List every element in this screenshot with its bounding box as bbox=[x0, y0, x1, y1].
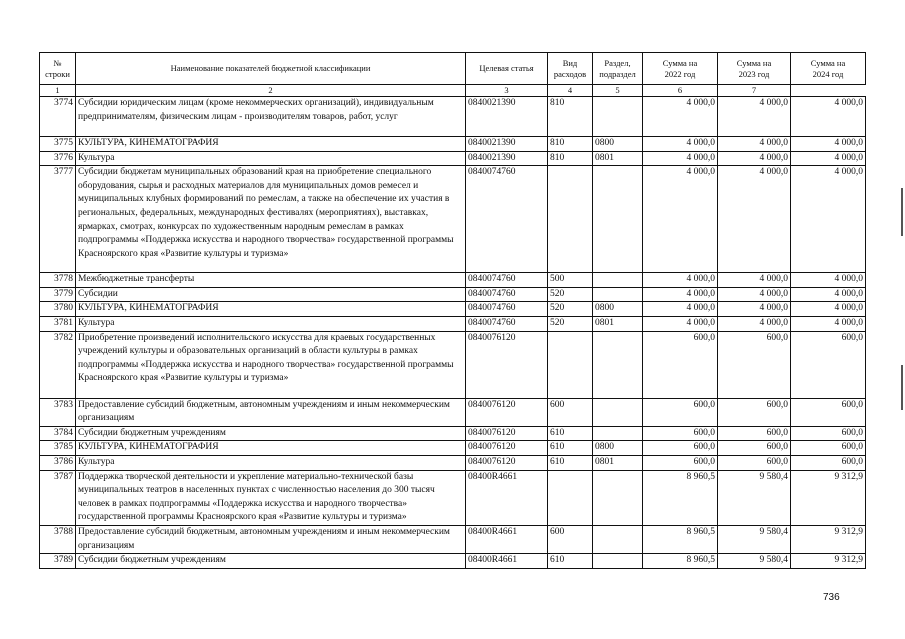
row-name: Предоставление субсидий бюджетным, автономным учреждениям и иным некоммерческим организациям bbox=[76, 398, 466, 426]
scan-edge-mark bbox=[901, 188, 903, 236]
row-number: 3784 bbox=[40, 426, 76, 441]
row-name: Предоставление субсидий бюджетным, автономным учреждениям и иным некоммерческим организациям bbox=[76, 525, 466, 553]
row-target: 0840074760 bbox=[466, 166, 548, 273]
row-sum-2024: 9 312,9 bbox=[791, 525, 866, 553]
row-section: 0800 bbox=[593, 137, 643, 152]
row-name: Приобретение произведений исполнительского искусства для краевых государственных учреждений культуры и образовательных организаций в области культуры в рамках подпрограммы «Поддержка искусства и народного творчества» государственной программы Красноярского края «Развитие культуры и туризма» bbox=[76, 331, 466, 398]
row-kind: 610 bbox=[548, 441, 593, 456]
row-sum-2023: 4 000,0 bbox=[718, 97, 791, 137]
row-sum-2023: 9 580,4 bbox=[718, 525, 791, 553]
column-number-row bbox=[40, 85, 866, 97]
row-target: 0840021390 bbox=[466, 97, 548, 137]
row-sum-2022: 8 960,5 bbox=[643, 554, 718, 569]
row-number: 3787 bbox=[40, 470, 76, 525]
row-sum-2023: 4 000,0 bbox=[718, 316, 791, 331]
row-section bbox=[593, 273, 643, 288]
table-row bbox=[40, 97, 866, 137]
row-name: Межбюджетные трансферты bbox=[76, 273, 466, 288]
row-section: 0801 bbox=[593, 455, 643, 470]
row-target: 08400R4661 bbox=[466, 525, 548, 553]
row-kind: 810 bbox=[548, 137, 593, 152]
row-sum-2022: 4 000,0 bbox=[643, 137, 718, 152]
row-name: Субсидии бюджетным учреждениям bbox=[76, 554, 466, 569]
row-sum-2024: 4 000,0 bbox=[791, 273, 866, 288]
row-number: 3776 bbox=[40, 151, 76, 166]
row-sum-2022: 600,0 bbox=[643, 398, 718, 426]
row-sum-2022: 8 960,5 bbox=[643, 470, 718, 525]
row-kind: 810 bbox=[548, 151, 593, 166]
row-number: 3782 bbox=[40, 331, 76, 398]
row-target: 0840076120 bbox=[466, 331, 548, 398]
table-row bbox=[40, 470, 866, 525]
row-name: Субсидии бюджетным учреждениям bbox=[76, 426, 466, 441]
column-number: 6 bbox=[643, 85, 718, 97]
row-target: 0840076120 bbox=[466, 426, 548, 441]
row-target: 0840074760 bbox=[466, 287, 548, 302]
row-sum-2023: 600,0 bbox=[718, 331, 791, 398]
row-number: 3778 bbox=[40, 273, 76, 288]
table-row bbox=[40, 302, 866, 317]
row-section bbox=[593, 287, 643, 302]
table-row bbox=[40, 398, 866, 426]
header-kind: Вид расходов bbox=[548, 53, 593, 85]
table-row bbox=[40, 151, 866, 166]
row-sum-2024: 600,0 bbox=[791, 441, 866, 456]
row-section bbox=[593, 331, 643, 398]
row-kind: 520 bbox=[548, 287, 593, 302]
row-sum-2023: 4 000,0 bbox=[718, 166, 791, 273]
table-row bbox=[40, 331, 866, 398]
row-sum-2023: 9 580,4 bbox=[718, 470, 791, 525]
row-sum-2022: 4 000,0 bbox=[643, 302, 718, 317]
row-sum-2024: 9 312,9 bbox=[791, 470, 866, 525]
row-kind: 500 bbox=[548, 273, 593, 288]
row-section bbox=[593, 97, 643, 137]
row-section: 0801 bbox=[593, 316, 643, 331]
row-number: 3777 bbox=[40, 166, 76, 273]
row-number: 3779 bbox=[40, 287, 76, 302]
scan-edge-mark bbox=[901, 365, 903, 410]
row-target: 0840076120 bbox=[466, 441, 548, 456]
table-body bbox=[40, 97, 866, 569]
row-sum-2024: 600,0 bbox=[791, 426, 866, 441]
row-sum-2024: 9 312,9 bbox=[791, 554, 866, 569]
header-row-no: № строки bbox=[40, 53, 76, 85]
row-sum-2024: 4 000,0 bbox=[791, 287, 866, 302]
row-sum-2023: 4 000,0 bbox=[718, 302, 791, 317]
row-target: 08400R4661 bbox=[466, 554, 548, 569]
row-kind bbox=[548, 331, 593, 398]
table-row bbox=[40, 455, 866, 470]
table-row bbox=[40, 316, 866, 331]
row-section bbox=[593, 470, 643, 525]
table-row bbox=[40, 137, 866, 152]
row-number: 3775 bbox=[40, 137, 76, 152]
column-number: 3 bbox=[466, 85, 548, 97]
row-section bbox=[593, 525, 643, 553]
row-kind bbox=[548, 166, 593, 273]
row-kind bbox=[548, 470, 593, 525]
row-target: 0840074760 bbox=[466, 302, 548, 317]
row-sum-2024: 600,0 bbox=[791, 455, 866, 470]
row-kind: 810 bbox=[548, 97, 593, 137]
column-number: 7 bbox=[718, 85, 791, 97]
row-name: Субсидии бюджетам муниципальных образований края на приобретение специального оборудования, сырья и расходных материалов для муниципальных домов ремесел и муниципальных клубных формирований по ремеслам, а также на обеспечение их участия в региональных, федеральных, международных фестивалях (мероприятиях), выставках, ярмарках, смотрах, конкурсах по художественным народным ремеслам в рамках подпрограммы «Поддержка искусства и народного творчества» государственной программы Красноярского края «Развитие культуры и туризма» bbox=[76, 166, 466, 273]
row-number: 3774 bbox=[40, 97, 76, 137]
row-sum-2024: 4 000,0 bbox=[791, 151, 866, 166]
row-sum-2023: 600,0 bbox=[718, 426, 791, 441]
row-section bbox=[593, 554, 643, 569]
row-kind: 520 bbox=[548, 302, 593, 317]
row-sum-2024: 4 000,0 bbox=[791, 97, 866, 137]
row-sum-2023: 9 580,4 bbox=[718, 554, 791, 569]
row-sum-2022: 600,0 bbox=[643, 441, 718, 456]
row-sum-2023: 4 000,0 bbox=[718, 287, 791, 302]
row-sum-2024: 600,0 bbox=[791, 331, 866, 398]
row-sum-2022: 4 000,0 bbox=[643, 151, 718, 166]
row-sum-2022: 4 000,0 bbox=[643, 97, 718, 137]
row-number: 3780 bbox=[40, 302, 76, 317]
row-kind: 610 bbox=[548, 426, 593, 441]
row-sum-2024: 4 000,0 bbox=[791, 302, 866, 317]
row-sum-2023: 600,0 bbox=[718, 441, 791, 456]
row-sum-2023: 600,0 bbox=[718, 455, 791, 470]
row-sum-2023: 4 000,0 bbox=[718, 137, 791, 152]
column-number: 1 bbox=[40, 85, 76, 97]
row-number: 3788 bbox=[40, 525, 76, 553]
row-target: 0840021390 bbox=[466, 137, 548, 152]
row-name: Культура bbox=[76, 151, 466, 166]
row-number: 3785 bbox=[40, 441, 76, 456]
row-section bbox=[593, 398, 643, 426]
row-name: КУЛЬТУРА, КИНЕМАТОГРАФИЯ bbox=[76, 137, 466, 152]
row-number: 3781 bbox=[40, 316, 76, 331]
row-number: 3786 bbox=[40, 455, 76, 470]
row-sum-2022: 600,0 bbox=[643, 455, 718, 470]
header-target: Целевая статья bbox=[466, 53, 548, 85]
budget-table bbox=[39, 52, 866, 569]
table-row bbox=[40, 554, 866, 569]
table-row bbox=[40, 166, 866, 273]
row-sum-2024: 4 000,0 bbox=[791, 137, 866, 152]
row-section: 0800 bbox=[593, 302, 643, 317]
row-target: 0840076120 bbox=[466, 398, 548, 426]
table-row bbox=[40, 525, 866, 553]
row-number: 3789 bbox=[40, 554, 76, 569]
header-sum-2022: Сумма на 2022 год bbox=[643, 53, 718, 85]
row-name: Субсидии bbox=[76, 287, 466, 302]
row-sum-2022: 600,0 bbox=[643, 426, 718, 441]
header-sum-2023: Сумма на 2023 год bbox=[718, 53, 791, 85]
column-number: 2 bbox=[76, 85, 466, 97]
row-name: Культура bbox=[76, 455, 466, 470]
row-target: 08400R4661 bbox=[466, 470, 548, 525]
row-kind: 520 bbox=[548, 316, 593, 331]
row-target: 0840021390 bbox=[466, 151, 548, 166]
row-sum-2023: 4 000,0 bbox=[718, 151, 791, 166]
row-sum-2022: 4 000,0 bbox=[643, 287, 718, 302]
row-sum-2022: 8 960,5 bbox=[643, 525, 718, 553]
row-sum-2024: 4 000,0 bbox=[791, 166, 866, 273]
header-section: Раздел, подраздел bbox=[593, 53, 643, 85]
row-number: 3783 bbox=[40, 398, 76, 426]
header-name: Наименование показателей бюджетной классификации bbox=[76, 53, 466, 85]
row-section: 0800 bbox=[593, 441, 643, 456]
row-sum-2022: 4 000,0 bbox=[643, 166, 718, 273]
column-number: 5 bbox=[593, 85, 643, 97]
row-name: КУЛЬТУРА, КИНЕМАТОГРАФИЯ bbox=[76, 441, 466, 456]
row-kind: 600 bbox=[548, 525, 593, 553]
row-kind: 610 bbox=[548, 455, 593, 470]
table-header-row bbox=[40, 53, 866, 85]
row-section: 0801 bbox=[593, 151, 643, 166]
row-kind: 610 bbox=[548, 554, 593, 569]
row-name: Культура bbox=[76, 316, 466, 331]
row-sum-2023: 4 000,0 bbox=[718, 273, 791, 288]
row-target: 0840074760 bbox=[466, 316, 548, 331]
row-target: 0840074760 bbox=[466, 273, 548, 288]
row-name: Поддержка творческой деятельности и укрепление материально-технической базы муниципальных театров в населенных пунктах с численностью населения до 300 тысяч человек в рамках подпрограммы «Поддержка искусства и народного творчества» государственной программы Красноярского края «Развитие культуры и туризма» bbox=[76, 470, 466, 525]
column-number: 4 bbox=[548, 85, 593, 97]
row-kind: 600 bbox=[548, 398, 593, 426]
page-number: 736 bbox=[823, 592, 840, 603]
row-sum-2022: 4 000,0 bbox=[643, 273, 718, 288]
row-name: Субсидии юридическим лицам (кроме некоммерческих организаций), индивидуальным предпринимателям, физическим лицам - производителям товаров, работ, услуг bbox=[76, 97, 466, 137]
row-sum-2024: 4 000,0 bbox=[791, 316, 866, 331]
row-target: 0840076120 bbox=[466, 455, 548, 470]
row-sum-2022: 600,0 bbox=[643, 331, 718, 398]
row-sum-2023: 600,0 bbox=[718, 398, 791, 426]
table-row bbox=[40, 287, 866, 302]
table-row bbox=[40, 426, 866, 441]
table-row bbox=[40, 273, 866, 288]
row-section bbox=[593, 426, 643, 441]
header-sum-2024: Сумма на 2024 год bbox=[791, 53, 866, 85]
table-row bbox=[40, 441, 866, 456]
row-name: КУЛЬТУРА, КИНЕМАТОГРАФИЯ bbox=[76, 302, 466, 317]
row-sum-2022: 4 000,0 bbox=[643, 316, 718, 331]
row-sum-2024: 600,0 bbox=[791, 398, 866, 426]
row-section bbox=[593, 166, 643, 273]
